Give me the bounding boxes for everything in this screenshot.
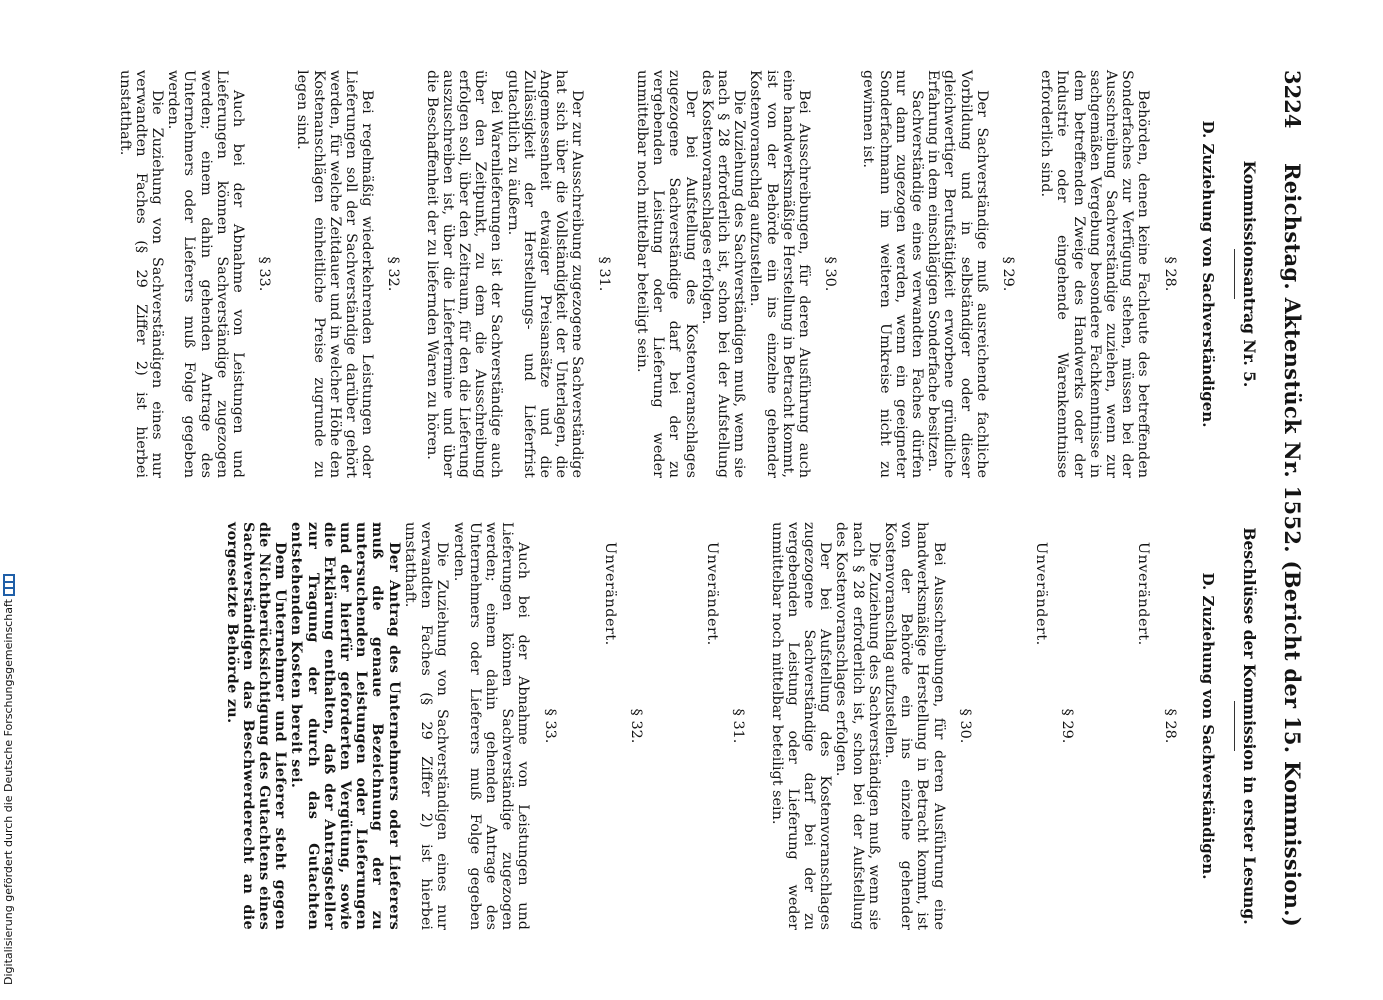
paragraph-mark: § 33. [256, 256, 273, 292]
divider [1234, 249, 1235, 299]
paragraph-text: Die Zuziehung von Sachverständigen eines nur verwandten Faches (§ 29 Ziffer 2) ist hierbei unstatthaft. [401, 522, 451, 930]
page-number: 3224 [1280, 70, 1305, 129]
paragraph-mark: § 28. [1161, 256, 1178, 292]
paragraph-text: Sachverständige eines verwandten Faches dürfen nur dann zugezogen werden, wenn ein geeigneter Sonderfachmann im weiteren Umkreise nicht zu gewinnen ist. [860, 70, 925, 478]
paragraph-text: Bei regelmäßig wiederkehrenden Leistungen oder Lieferungen soll der Sachverständige darüber gehört werden, für welche Zeitdauer und in welcher Höhe den Kostenanschlägen einheitliche Preise zugrunde zu legen sind. [294, 70, 376, 478]
paragraph-text: Die Zuziehung des Sachverständigen muß, wenn sie nach § 28 erforderlich ist, schon bei der Aufstellung des Kostenvoranschlages erfolgen. [833, 522, 882, 930]
running-header [1271, 70, 1305, 930]
paragraph-mark: § 30. [822, 256, 839, 292]
document-title: Reichstag. Aktenstück Nr. 1552. (Bericht der 15. Kommission.) [1280, 163, 1305, 927]
unchanged-note: Unverändert. [1135, 542, 1152, 646]
paragraph-text-bold: Dem Unternehmer und Lieferer steht gegen die Nichtberücksichtigung des Gutachtens eines Sachverständigen das Beschwerderecht an die vorgesetzte Behörde zu. [223, 522, 290, 930]
paragraph-text: Bei Warenlieferungen ist der Sachverständige auch über den Zeitpunkt, zu dem die Ausschreibung erfolgen soll, über den Zeitraum, für den die Lieferung auszuschreiben ist, über die Liefertermine und über die Beschaffenheit der zu liefernden Waren zu hören. [423, 70, 505, 478]
paragraph-text: Die Zuziehung des Sachverständigen muß, wenn sie nach § 28 erforderlich ist, schon bei der Aufstellung des Kostenvoranschlages erfolgen. [698, 70, 748, 478]
paragraph-mark: § 33. [541, 708, 558, 744]
paragraph-mark: § 31. [595, 256, 612, 292]
funding-credit-text: Digitalisierung gefördert durch die Deutsche Forschungsgemeinschaft [2, 599, 15, 985]
paragraph-mark: § 30. [956, 708, 973, 744]
paragraph-text: Auch bei der Abnahme von Leistungen und Lieferungen können Sachverständige zugezogen werden; einem dahin gehenden Antrage des Unternehmers oder Lieferers muß Folge gegeben werden. [450, 522, 532, 930]
funding-credit [2, 599, 15, 985]
section-heading: D. Zuziehung von Sachverständigen. [1198, 572, 1217, 880]
unchanged-note: Unverändert. [601, 542, 618, 646]
paragraph-text: Der zur Ausschreibung zugezogene Sachverständige hat sich über die Vollständigkeit der Unterlagen, die Angemessenheit etwaiger Preisansätze und die Zulässigkeit der Herstellungs- und Lieferfrist gutachtlich zu äußern. [504, 70, 586, 478]
paragraph-text: Bei Ausschreibungen, für deren Ausführung auch eine handwerksmäßige Herstellung in Betracht kommt, ist von der Behörde ein ins einzelne gehender Kostenvoranschlag aufzustellen. [747, 70, 812, 478]
dfg-logo-icon [2, 574, 15, 596]
paragraph-mark: § 29. [999, 256, 1016, 292]
paragraph-mark: § 31. [730, 708, 747, 744]
unchanged-note: Unverändert. [1032, 542, 1049, 646]
paragraph-text: Der Sachverständige muß ausreichende fachliche Vorbildung und in selbständiger oder dieser gleichwertiger Berufstätigkeit erworbene gründliche Erfahrung in dem einschlägigen Sonderfache besitzen. [925, 70, 990, 478]
paragraph-text: Auch bei der Abnahme von Leistungen und Lieferungen können Sachverständige zugezogen werden; einem dahin gehenden Antrage des Unternehmers oder Lieferers muß Folge gegeben werden. [165, 70, 247, 478]
paragraph-text-bold: Der Antrag des Unternehmers oder Lieferers muß die genaue Bezeichnung der zu untersuchenden Leistungen oder Lieferungen und der hierfür geforderten Vergütung, sowie die Erklärung enthalten, daß der Antragsteller zur Tragung der durch das Gutachten entstehenden Kosten bereit sei. [288, 522, 403, 930]
paragraph-text: Der bei Aufstellung des Kostenvoranschlages zugezogene Sachverständige darf bei der zu vergebenden Leistung oder Lieferung weder unmittelbar noch mittelbar beteiligt sein. [633, 70, 699, 478]
paragraph-text: Behörden, denen keine Fachleute des betreffenden Sonderfaches zur Verfügung stehen, müssen bei der Ausschreibung Sachverständige zuziehen, wenn zur sachgemäßen Vergebung besondere Fachkenntnisse in dem betreffenden Zweige des Handwerks oder der Industrie oder eingehende Warenkenntnisse erforderlich sind. [1038, 70, 1152, 478]
paragraph-mark: § 32. [385, 256, 402, 292]
left-column-commission-motion [116, 70, 1257, 478]
paragraph-mark: § 32. [627, 708, 644, 744]
unchanged-note: Unverändert. [704, 542, 721, 646]
column-heading: Beschlüsse der Kommission in erster Lesung. [1240, 527, 1259, 925]
paragraph-mark: § 29. [1059, 708, 1076, 744]
paragraph-mark: § 28. [1161, 708, 1178, 744]
paragraph-text: Der bei Aufstellung des Kostenvoranschlages zugezogene Sachverständige darf bei der zu vergebenden Leistung oder Lieferung weder unmittelbar noch mittelbar beteiligt sein. [768, 522, 834, 930]
digitization-credit-bar [0, 0, 34, 1000]
divider [1234, 701, 1235, 751]
section-heading: D. Zuziehung von Sachverständigen. [1198, 120, 1217, 428]
column-heading: Kommissionsantrag Nr. 5. [1240, 160, 1259, 388]
paragraph-text: Bei Ausschreibungen, für deren Ausführung eine handwerksmäßige Herstellung in Betracht kommt, ist von der Behörde ein ins einzelne gehender Kostenvoranschlag aufzustellen. [881, 522, 947, 930]
paragraph-text: Die Zuziehung von Sachverständigen eines nur verwandten Faches (§ 29 Ziffer 2) ist hierbei unstatthaft. [116, 70, 166, 478]
right-column-first-reading-resolutions [223, 522, 1257, 930]
rotated-document-page [83, 0, 1383, 1000]
